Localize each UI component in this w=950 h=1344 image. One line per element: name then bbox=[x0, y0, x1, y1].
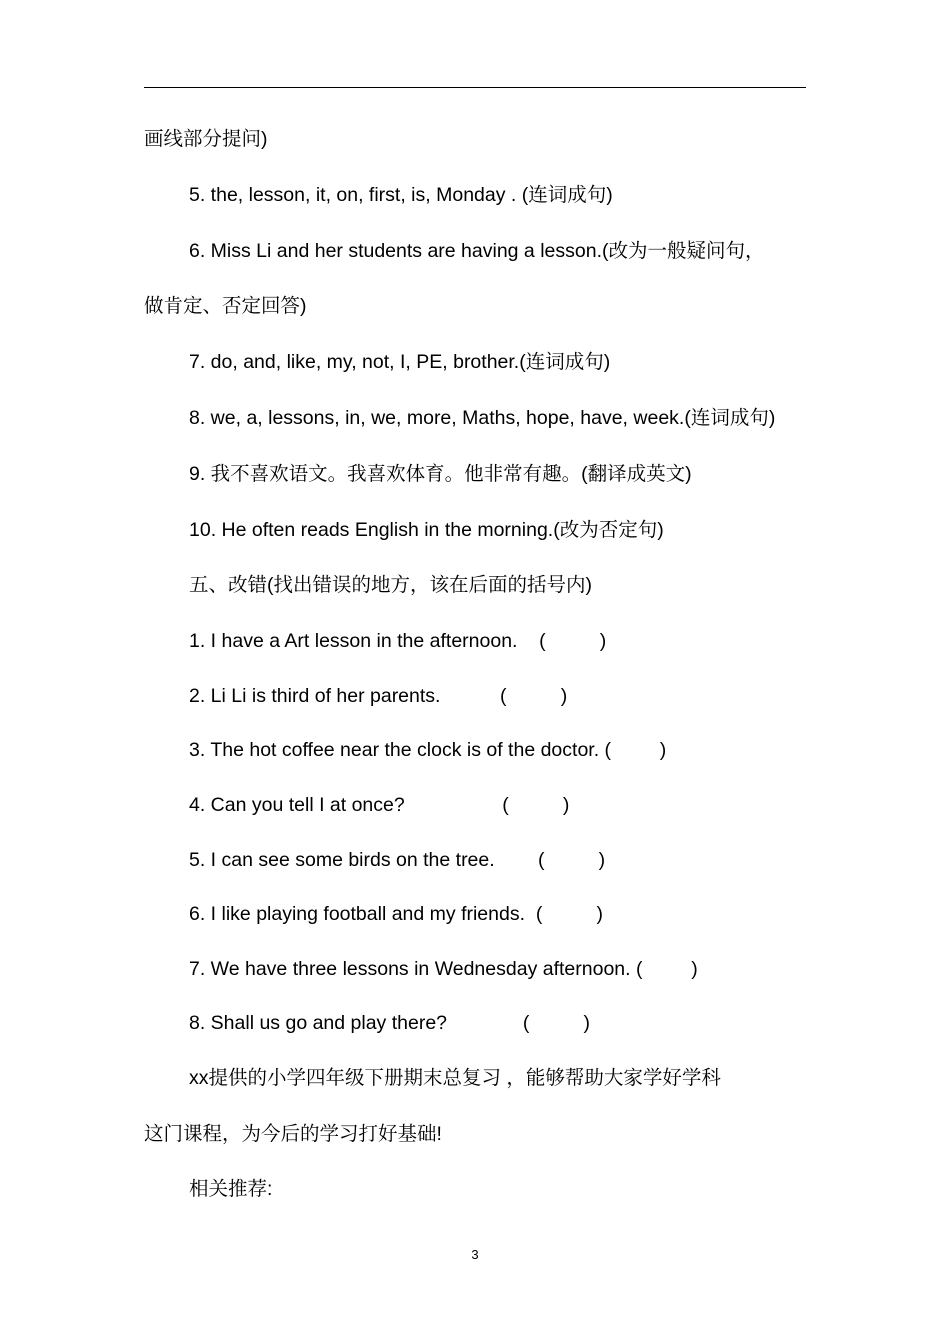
text-line: 5. the, lesson, it, on, first, is, Monday . (连词成句) bbox=[189, 184, 613, 206]
text-line: 9. 我不喜欢语文。我喜欢体育。他非常有趣。(翻译成英文) bbox=[189, 463, 692, 485]
text-line: 这门课程，为今后的学习打好基础! bbox=[144, 1123, 442, 1145]
section-heading: 五、改错(找出错误的地方，该在后面的括号内) bbox=[189, 574, 592, 596]
text-line: 1. I have a Art lesson in the afternoon. ( ) bbox=[189, 630, 607, 652]
text-line: 2. Li Li is third of her parents. ( ) bbox=[189, 685, 568, 707]
text-line: 7. do, and, like, my, not, I, PE, brother.(连词成句) bbox=[189, 351, 611, 373]
page-number: 3 bbox=[471, 1247, 479, 1262]
text-line: 7. We have three lessons in Wednesday afternoon. ( ) bbox=[189, 958, 698, 980]
text-line: 10. He often reads English in the morning.(改为否定句) bbox=[189, 519, 664, 541]
text-line: 6. Miss Li and her students are having a lesson.(改为一般疑问句， bbox=[189, 240, 765, 262]
header-rule bbox=[144, 87, 806, 88]
text-line: 8. we, a, lessons, in, we, more, Maths, hope, have, week.(连词成句) bbox=[189, 407, 776, 429]
text-line: 相关推荐: bbox=[189, 1178, 273, 1200]
text-line: 6. I like playing football and my friends. ( ) bbox=[189, 903, 604, 925]
text-line: 做肯定、否定回答) bbox=[144, 295, 307, 317]
text-line: xx提供的小学四年级下册期末总复习 ，能够帮助大家学好学科 bbox=[189, 1067, 721, 1089]
text-line: 5. I can see some birds on the tree. ( ) bbox=[189, 849, 606, 871]
text-line: 8. Shall us go and play there? ( ) bbox=[189, 1012, 591, 1034]
text-line: 画线部分提问) bbox=[144, 128, 268, 150]
text-line: 4. Can you tell I at once? ( ) bbox=[189, 794, 570, 816]
text-line: 3. The hot coffee near the clock is of the doctor. ( ) bbox=[189, 739, 667, 761]
